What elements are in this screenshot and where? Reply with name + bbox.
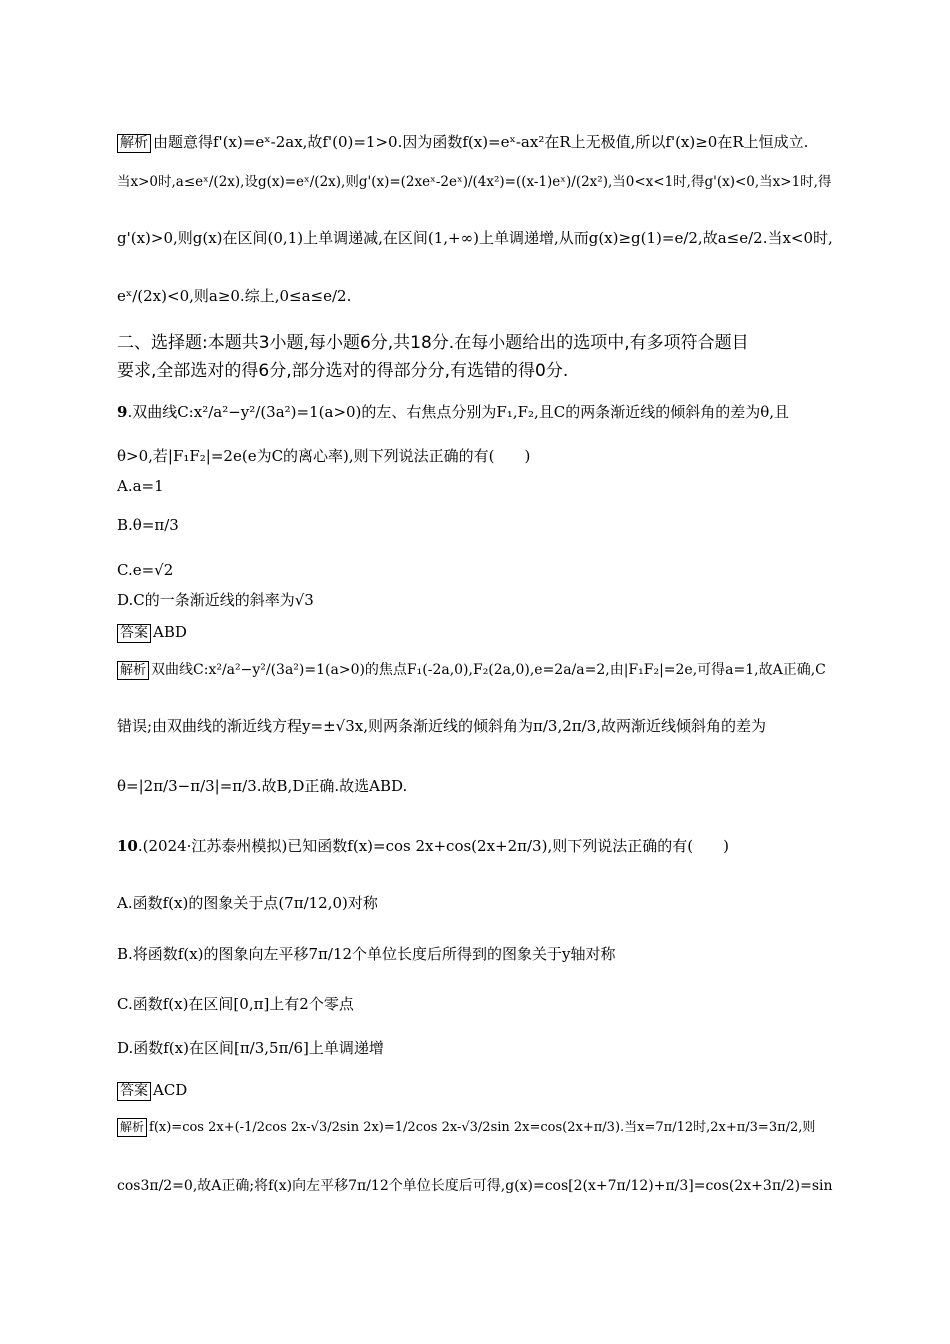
- analysis-tag: 解析: [117, 1118, 147, 1137]
- analysis-line: θ=|2π/3−π/3|=π/3.故B,D正确.故选ABD.: [117, 777, 408, 795]
- option-c: C.函数f(x)在区间[0,π]上有2个零点: [117, 995, 354, 1013]
- analysis-text: g'(x)>0,则g(x)在区间(0,1)上单调递减,在区间(1,+∞)上单调递增,从而g(x)≥g(1)=e/2,故a≤e/2.当x<0时,: [117, 229, 833, 247]
- question-number: 9: [117, 403, 128, 421]
- analysis-tag: 解析: [117, 661, 149, 680]
- analysis-line: [117, 172, 840, 192]
- question-stem: 9.双曲线C:x²/a²−y²/(3a²)=1(a>0)的左、右焦点分别为F₁,F₂,且C的两条渐近线的倾斜角的差为θ,且: [117, 403, 790, 421]
- analysis-line: 解析 双曲线C:x²/a²−y²/(3a²)=1(a>0)的焦点F₁(-2a,0),F₂(2a,0),e=2a/a=2,由|F₁F₂|=2e,可得a=1,故A正确,C: [117, 660, 840, 680]
- option-d: D.函数f(x)在区间[π/3,5π/6]上单调递增: [117, 1039, 384, 1057]
- answer-value: ACD: [153, 1081, 188, 1099]
- answer-tag: 答案: [117, 624, 151, 643]
- section-heading: 二、选择题:本题共3小题,每小题6分,共18分.在每小题给出的选项中,有多项符合题目: [117, 333, 749, 353]
- option-d: D.C的一条渐近线的斜率为√3: [117, 591, 314, 609]
- answer-value: ABD: [153, 623, 187, 641]
- analysis-line: [117, 228, 840, 248]
- analysis-text: 由题意得f'(x)=eˣ-2ax,故f'(0)=1>0.因为函数f(x)=eˣ-ax²在R上无极值,所以f'(x)≥0在R上恒成立.: [153, 133, 809, 151]
- option-b: B.θ=π/3: [117, 516, 179, 534]
- option-c: C.e=√2: [117, 561, 174, 579]
- analysis-line: [117, 132, 840, 153]
- analysis-line: 错误;由双曲线的渐近线方程y=±√3x,则两条渐近线的倾斜角为π/3,2π/3,故两渐近线倾斜角的差为: [117, 717, 766, 735]
- question-stem: θ>0,若|F₁F₂|=2e(e为C的离心率),则下列说法正确的有( ): [117, 447, 531, 465]
- question-stem: 10.(2024·江苏泰州模拟)已知函数f(x)=cos 2x+cos(2x+2π/3),则下列说法正确的有( ): [117, 837, 729, 855]
- question-number: 10: [117, 837, 138, 855]
- option-a: A.a=1: [117, 477, 164, 495]
- option-b: B.将函数f(x)的图象向左平移7π/12个单位长度后所得到的图象关于y轴对称: [117, 945, 616, 963]
- analysis-line: cos3π/2=0,故A正确;将f(x)向左平移7π/12个单位长度后可得,g(x)=cos[2(x+7π/12)+π/3]=cos(2x+3π/2)=sin: [117, 1178, 833, 1194]
- analysis-text: eˣ/(2x)<0,则a≥0.综上,0≤a≤e/2.: [117, 287, 352, 305]
- answer-line: [117, 1080, 840, 1101]
- analysis-text: 当x>0时,a≤eˣ/(2x),设g(x)=eˣ/(2x),则g'(x)=(2xeˣ-2eˣ)/(4x²)=((x-1)eˣ)/(2x²),当0<x<1时,得g'(x)<0,当x>1时,得: [117, 174, 832, 190]
- analysis-line: [117, 286, 840, 306]
- section-heading: 要求,全部选对的得6分,部分选对的得部分分,有选错的得0分.: [117, 361, 569, 381]
- analysis-tag: 解析: [117, 134, 151, 153]
- answer-line: [117, 622, 840, 643]
- option-a: A.函数f(x)的图象关于点(7π/12,0)对称: [117, 894, 378, 912]
- analysis-line: 解析 f(x)=cos 2x+(-1/2cos 2x-√3/2sin 2x)=1/2cos 2x-√3/2sin 2x=cos(2x+π/3).当x=7π/12时,2x+π/3=3π/2,则: [117, 1118, 840, 1138]
- answer-tag: 答案: [117, 1082, 151, 1101]
